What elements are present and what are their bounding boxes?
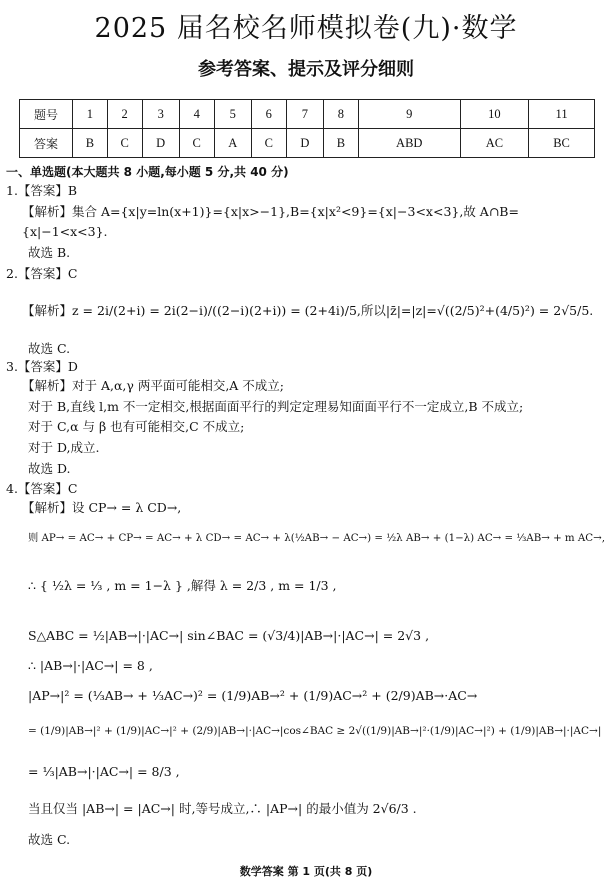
- solution-line: 对于 C,α 与 β 也有可能相交,C 不成立;: [28, 419, 245, 434]
- solution-line: 【解析】z = 2i/(2+i) = 2i(2−i)/((2−i)(2+i)) = (2+4i)/5,所以|z̄|=|z|=√((2/5)²+(4/5)²) = 2√5/5.: [22, 303, 594, 318]
- conclusion-line: 故选 D.: [28, 461, 71, 476]
- table-cell: A: [214, 129, 251, 158]
- table-header-cell: 题号: [20, 100, 73, 129]
- table-cell: 4: [179, 100, 214, 129]
- table-cell: C: [179, 129, 214, 158]
- table-cell: 9: [358, 100, 460, 129]
- table-cell: 2: [107, 100, 142, 129]
- solution-line: ∴ |AB→|·|AC→| = 8 ,: [28, 658, 153, 673]
- solution-line: ∴ { ½λ = ⅓ , m = 1−λ } ,解得 λ = 2/3 , m = 1/3 ,: [28, 578, 337, 593]
- conclusion-line: 故选 C.: [28, 832, 71, 847]
- table-cell: 8: [324, 100, 359, 129]
- question-answer: 2.【答案】C: [6, 266, 78, 281]
- page-footer: 数学答案 第 1 页(共 8 页): [239, 865, 373, 878]
- table-cell: ABD: [358, 129, 460, 158]
- table-cell: 11: [529, 100, 595, 129]
- solution-line: |AP→|² = (⅓AB→ + ⅓AC→)² = (1/9)AB→² + (1/9)AC→² + (2/9)AB→·AC→: [28, 688, 478, 703]
- table-header-cell: 答案: [20, 129, 73, 158]
- conclusion-line: 故选 B.: [28, 245, 71, 260]
- table-row-numbers: [20, 100, 595, 129]
- page-subtitle: 参考答案、提示及评分细则: [198, 59, 414, 80]
- question-answer: 1.【答案】B: [6, 183, 78, 198]
- table-cell: 7: [286, 100, 323, 129]
- table-cell: D: [286, 129, 323, 158]
- table-row-answers: [20, 129, 595, 158]
- section-heading: 一、单选题(本大题共 8 小题,每小题 5 分,共 40 分): [6, 165, 289, 179]
- solution-line: {x|−1<x<3}.: [22, 224, 108, 239]
- table-cell: C: [107, 129, 142, 158]
- table-cell: AC: [460, 129, 528, 158]
- conclusion-line: 故选 C.: [28, 341, 71, 356]
- table-cell: 6: [251, 100, 286, 129]
- table-cell: D: [142, 129, 179, 158]
- solution-line: 【解析】集合 A={x|y=ln(x+1)}={x|x>−1},B={x|x²<9}={x|−3<x<3},故 A∩B=: [22, 204, 519, 219]
- solution-line: 当且仅当 |AB→| = |AC→| 时,等号成立,∴ |AP→| 的最小值为 2√6/3 .: [28, 801, 417, 816]
- solution-line: 则 AP→ = AC→ + CP→ = AC→ + λ CD→ = AC→ + λ(½AB→ − AC→) = ½λ AB→ + (1−λ) AC→ = ⅓AB→ + m AC→,: [28, 532, 605, 544]
- solution-line: 对于 B,直线 l,m 不一定相交,根据面面平行的判定定理易知面面平行不一定成立,B 不成立;: [28, 399, 524, 414]
- question-answer: 3.【答案】D: [6, 359, 78, 374]
- table-cell: 5: [214, 100, 251, 129]
- table-cell: B: [324, 129, 359, 158]
- table-cell: 3: [142, 100, 179, 129]
- solution-line: 【解析】对于 A,α,γ 两平面可能相交,A 不成立;: [22, 378, 285, 393]
- table-cell: B: [73, 129, 108, 158]
- table-cell: 1: [73, 100, 108, 129]
- question-answer: 4.【答案】C: [6, 481, 78, 496]
- solution-line: S△ABC = ½|AB→|·|AC→| sin∠BAC = (√3/4)|AB→|·|AC→| = 2√3 ,: [28, 628, 430, 643]
- solution-line: = ⅓|AB→|·|AC→| = 8/3 ,: [28, 764, 180, 779]
- table-cell: C: [251, 129, 286, 158]
- solution-line: 对于 D,成立.: [28, 440, 100, 455]
- solution-line: 【解析】设 CP→ = λ CD→,: [22, 500, 182, 515]
- solution-line: = (1/9)|AB→|² + (1/9)|AC→|² + (2/9)|AB→|·|AC→|cos∠BAC ≥ 2√((1/9)|AB→|²·(1/9)|AC→|²) + (1/9)|AB→|·|AC→|: [28, 725, 602, 737]
- table-cell: 10: [460, 100, 528, 129]
- page-title: 2025 届名校名师模拟卷(九)·数学: [94, 13, 518, 44]
- table-cell: BC: [529, 129, 595, 158]
- answer-table: [19, 99, 595, 158]
